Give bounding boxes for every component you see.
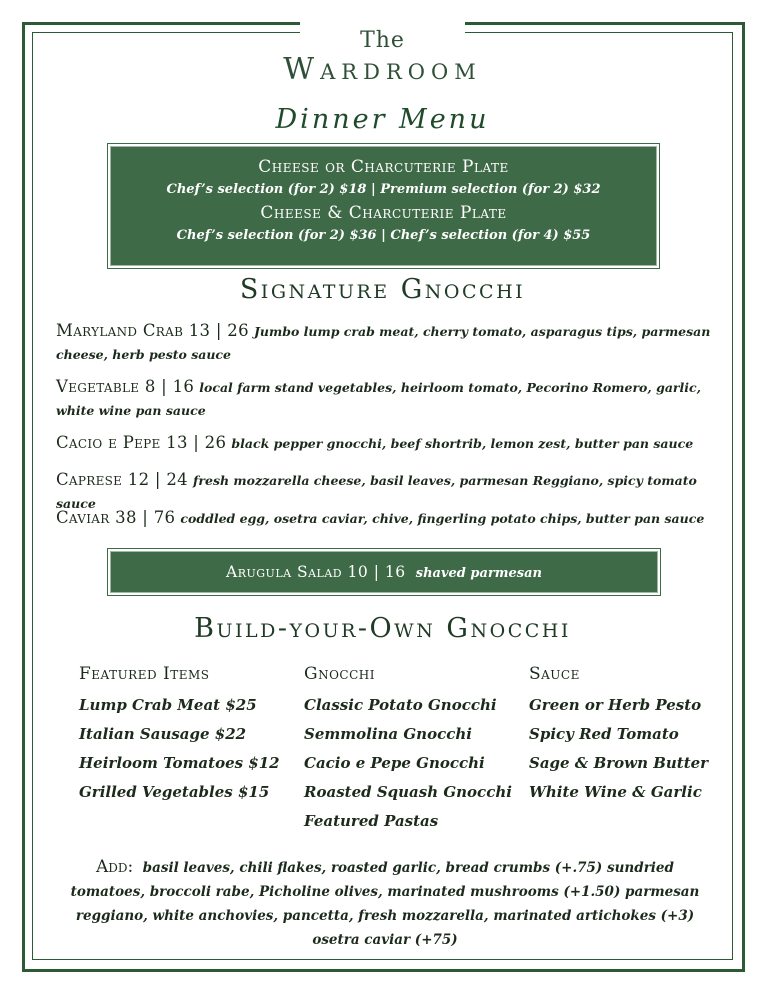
list-item: Italian Sausage $22 <box>79 725 247 743</box>
list-item: Semmolina Gnocchi <box>304 725 472 743</box>
list-item: Grilled Vegetables $15 <box>79 783 270 801</box>
gnocchi-header: Gnocchi <box>304 664 375 684</box>
menu-item-description: black pepper gnocchi, beef shortrib, lemon zest, butter pan sauce <box>231 436 694 451</box>
list-item: Spicy Red Tomato <box>529 725 679 743</box>
menu-item-name: Maryland Crab 13 | 26 <box>56 321 249 340</box>
sauce-header: Sauce <box>529 664 580 684</box>
menu-item-description: fresh mozzarella cheese, basil leaves, parmesan Reggiano, spicy tomato sauce <box>56 473 697 511</box>
list-item: Classic Potato Gnocchi <box>304 696 497 714</box>
menu-item-description: coddled egg, osetra caviar, chive, fingerling potato chips, butter pan sauce <box>180 511 705 526</box>
menu-item <box>56 376 716 422</box>
menu-item <box>56 432 716 455</box>
list-item: Lump Crab Meat $25 <box>79 696 257 714</box>
build-your-own-title: Build-your-Own Gnocchi <box>194 613 571 644</box>
list-item: Green or Herb Pesto <box>529 696 702 714</box>
menu-item-name: Caviar 38 | 76 <box>56 508 176 527</box>
menu-item <box>56 507 716 530</box>
list-item: Heirloom Tomatoes $12 <box>79 754 280 772</box>
signature-gnocchi-title: Signature Gnocchi <box>239 274 526 305</box>
add-ons-label: Add: <box>96 857 134 877</box>
gnocchi-column <box>304 664 512 836</box>
logo-restaurant-name: Wardroom <box>283 52 482 87</box>
menu-item-description: Jumbo lump crab meat, cherry tomato, asparagus tips, parmesan cheese, herb pesto sauce <box>56 324 711 362</box>
list-item: Featured Pastas <box>304 812 439 830</box>
featured-items-column <box>79 664 280 807</box>
menu-item <box>56 320 716 366</box>
cheese-or-charcuterie-title: Cheese or Charcuterie Plate <box>258 157 509 177</box>
menu-item-description: local farm stand vegetables, heirloom tomato, Pecorino Romero, garlic, white wine pan sauce <box>56 380 701 418</box>
add-ons-section <box>70 855 700 952</box>
list-item: Roasted Squash Gnocchi <box>304 783 512 801</box>
arugula-salad-box <box>110 551 658 593</box>
menu-item-name: Vegetable 8 | 16 <box>56 377 195 396</box>
add-ons-text: basil leaves, chili flakes, roasted garlic, bread crumbs (+.75) sundried tomatoes, broccoli rabe, Picholine olives, marinated mushrooms (+1.50) parmesan reggiano, white anchovies, pancetta, fresh mozzarella, marinated artichokes (+3) osetra caviar (+75) <box>70 860 700 948</box>
logo-the: The <box>360 28 405 53</box>
cheese-or-charcuterie-prices: Chef’s selection (for 2) $18 | Premium selection (for 2) $32 <box>166 182 601 197</box>
salad-name: Arugula Salad 10 | 16 <box>226 563 406 581</box>
menu-item-name: Caprese 12 | 24 <box>56 470 188 489</box>
cheese-and-charcuterie-prices: Chef’s selection (for 2) $36 | Chef’s selection (for 4) $55 <box>176 228 591 243</box>
list-item: White Wine & Garlic <box>529 783 702 801</box>
list-item: Sage & Brown Butter <box>529 754 709 772</box>
sauce-column <box>529 664 708 807</box>
cheese-and-charcuterie-title: Cheese & Charcuterie Plate <box>260 203 507 223</box>
menu-item-name: Cacio e Pepe 13 | 26 <box>56 433 227 452</box>
list-item: Cacio e Pepe Gnocchi <box>304 754 485 772</box>
menu-title: Dinner Menu <box>275 104 490 135</box>
salad-description: shaved parmesan <box>415 566 542 581</box>
cheese-charcuterie-box <box>110 146 657 266</box>
featured-items-header: Featured Items <box>79 664 210 684</box>
